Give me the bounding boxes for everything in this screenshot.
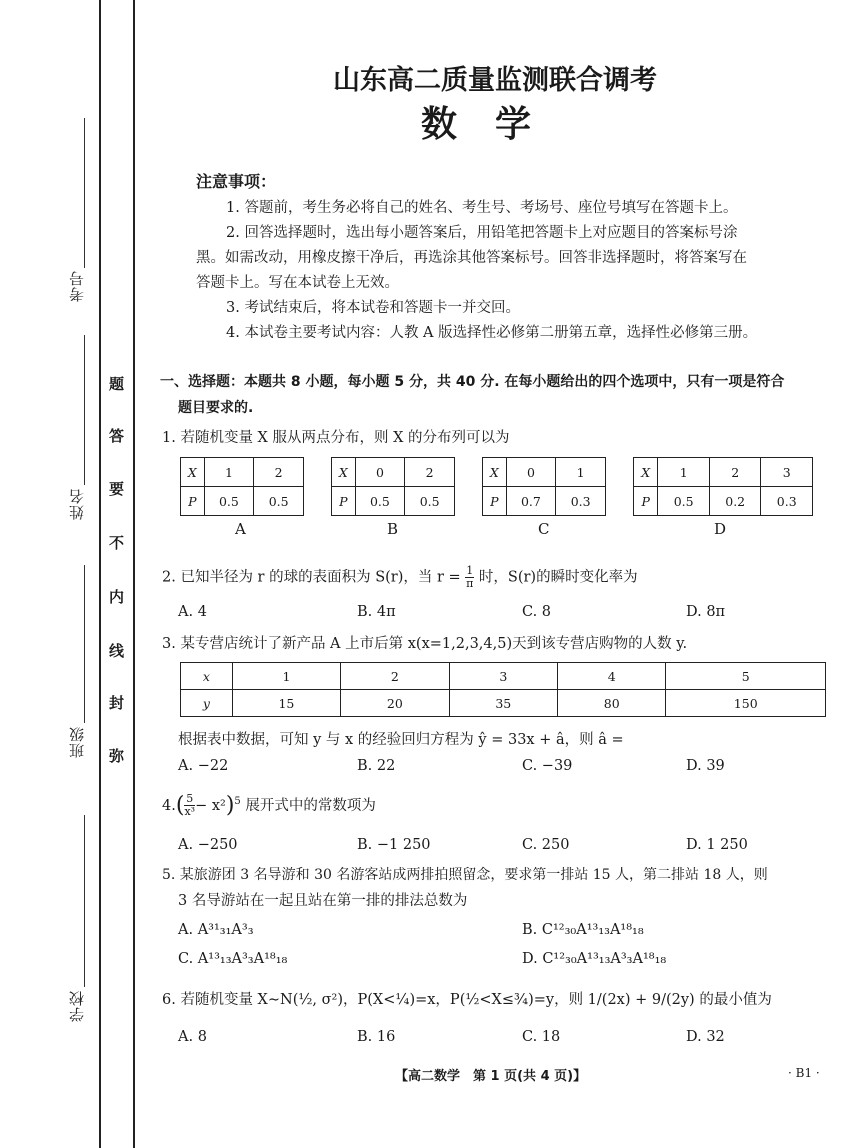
q4-option: D. 1 250 [686,837,748,853]
q3-option: A. −22 [178,758,229,774]
q1-option-label: D [714,520,727,538]
table-cell: 0.5 [355,487,405,516]
binding-line-right [133,0,135,1148]
q2-option: D. 8π [686,604,726,620]
q3-option: B. 22 [357,758,396,774]
table-cell: 2 [709,458,761,487]
table-cell: X [181,458,205,487]
table-cell: 80 [558,690,666,717]
table-cell: 0.7 [506,487,556,516]
table-cell: X [332,458,356,487]
notice-heading: 注意事项： [196,172,277,191]
q1-option-label: B [387,520,399,538]
q4-stem-text: 展开式中的常数项为 [245,797,376,814]
q3-option: D. 39 [686,758,725,774]
q4-paren-close: ) [225,792,235,818]
table-cell: 35 [449,690,557,717]
table-cell: 2 [254,458,304,487]
seal-char: 线 [109,642,125,660]
q4-paren-open: ( [175,792,185,818]
notice-line: 4. 本试卷主要考试内容：人教 A 版选择性必修第二册第五章，选择性必修第三册。 [226,325,758,341]
table-cell: X [634,458,658,487]
table-cell: 0.5 [204,487,254,516]
q2-stem-part: 2. 已知半径为 r 的球的表面积为 S(r)，当 r = [162,569,461,586]
q1-table-c [482,457,606,516]
q1-option-label: C [538,520,550,538]
q6-option: D. 32 [686,1029,725,1045]
table-cell: 0 [355,458,405,487]
table-cell: 0.5 [405,487,455,516]
q1-table-d [633,457,813,516]
question-3-stem: 3. 某专营店统计了新产品 A 上市后第 x(x=1,2,3,4,5)天到该专营店购物的人数 y. [162,636,688,652]
q5-option: A. A³¹₃₁A³₃ [178,922,254,938]
q6-option: A. 8 [178,1029,207,1045]
notice-line: 3. 考试结束后，将本试卷和答题卡一并交回。 [226,300,520,316]
table-cell: P [483,487,507,516]
q6-option: C. 18 [522,1029,561,1045]
table-cell: 0.5 [254,487,304,516]
notice-line: 1. 答题前，考生务必将自己的姓名、考生号、考场号、座位号填写在答题卡上。 [226,200,738,216]
q4-frac-den: x³ [184,805,196,819]
field-exam-number-label: 考号 [68,270,86,302]
table-cell: 1 [204,458,254,487]
question-4-stem [162,792,376,818]
table-cell: 0.3 [761,487,813,516]
q2-stem-part: 时，S(r)的瞬时变化率为 [478,569,638,586]
seal-char: 封 [109,694,125,712]
q4-option: A. −250 [178,837,238,853]
q5-option: C. A¹³₁₃A³₃A¹⁸₁₈ [178,951,288,967]
table-cell: y [181,690,233,717]
q1-table-a [180,457,304,516]
seal-char: 内 [109,588,125,606]
table-cell: 3 [449,663,557,690]
table-cell: 0.3 [556,487,606,516]
q3-follow-text: 根据表中数据，可知 y 与 x 的经验回归方程为 ŷ = 33x + â，则 â = [178,732,624,748]
q4-fraction [184,793,195,818]
q2-frac-num: 1 [466,564,474,577]
question-5-stem: 5. 某旅游团 3 名导游和 30 名游客站成两排拍照留念，要求第一排站 15 人，第二排站 18 人，则 [162,867,768,883]
table-cell: 2 [341,663,449,690]
table-cell: 4 [558,663,666,690]
field-name-blank[interactable] [84,335,85,485]
question-2-stem [162,565,638,590]
table-cell: 3 [761,458,813,487]
q2-option: B. 4π [357,604,396,620]
section-heading-cont: 题目要求的. [178,400,254,416]
q4-power: 5 [234,796,241,807]
q4-expr-rest: − x² [195,797,226,814]
q1-table-b [331,457,455,516]
seal-char: 弥 [109,747,125,765]
seal-char: 答 [109,427,125,445]
table-cell: P [332,487,356,516]
table-cell: P [181,487,205,516]
q1-option-label: A [235,520,246,538]
table-cell: 2 [405,458,455,487]
table-cell: X [483,458,507,487]
exam-title: 山东高二质量监测联合调考 [333,65,657,96]
table-cell: 1 [556,458,606,487]
q4-option: B. −1 250 [357,837,431,853]
field-name-label: 姓名 [68,488,86,520]
notice-line: 黑。如需改动，用橡皮擦干净后，再选涂其他答案标号。回答非选择题时，将答案写在 [196,250,747,266]
table-cell: 1 [658,458,710,487]
table-cell: 1 [232,663,340,690]
q3-table [180,662,826,717]
table-cell: 150 [666,690,826,717]
table-cell: x [181,663,233,690]
field-school-blank[interactable] [84,815,85,987]
page-code: · B1 · [788,1066,820,1080]
table-cell: 0.2 [709,487,761,516]
notice-line: 答题卡上。写在本试卷上无效。 [196,275,399,291]
table-cell: 15 [232,690,340,717]
question-5-stem-cont: 3 名导游站在一起且站在第一排的排法总数为 [178,893,468,909]
q5-option: D. C¹²₃₀A¹³₁₃A³₃A¹⁸₁₈ [522,951,667,967]
seal-char: 题 [109,375,125,393]
question-6-stem: 6. 若随机变量 X∼N(½, σ²)，P(X<¼)=x，P(½<X≤¾)=y，则 1/(2x) + 9/(2y) 的最小值为 [162,992,772,1008]
table-cell: 0 [506,458,556,487]
binding-line-left [99,0,101,1148]
question-1-stem: 1. 若随机变量 X 服从两点分布，则 X 的分布列可以为 [162,430,510,446]
table-cell: P [634,487,658,516]
seal-char: 不 [109,534,125,552]
section-heading: 一、选择题：本题共 8 小题，每小题 5 分，共 40 分. 在每小题给出的四个选项中，只有一项是符合 [160,374,785,390]
field-class-blank[interactable] [84,565,85,723]
seal-char: 要 [109,480,125,498]
q4-number: 4. [162,797,176,814]
table-cell: 20 [341,690,449,717]
q2-fraction [465,565,474,590]
exam-subject: 数学 [420,104,569,145]
notice-line: 2. 回答选择题时，选出每小题答案后，用铅笔把答题卡上对应题目的答案标号涂 [226,225,738,241]
q6-option: B. 16 [357,1029,396,1045]
q2-option: C. 8 [522,604,552,620]
q3-option: C. −39 [522,758,573,774]
q4-frac-num: 5 [186,792,194,806]
q4-option: C. 250 [522,837,570,853]
field-class-label: 班级 [68,726,86,758]
page-footer: 【高二数学 第 1 页(共 4 页)】 [395,1069,587,1084]
q2-option: A. 4 [178,604,207,620]
table-cell: 0.5 [658,487,710,516]
q2-frac-den: π [466,577,474,590]
table-cell: 5 [666,663,826,690]
q5-option: B. C¹²₃₀A¹³₁₃A¹⁸₁₈ [522,922,644,938]
field-school-label: 学校 [68,990,86,1022]
